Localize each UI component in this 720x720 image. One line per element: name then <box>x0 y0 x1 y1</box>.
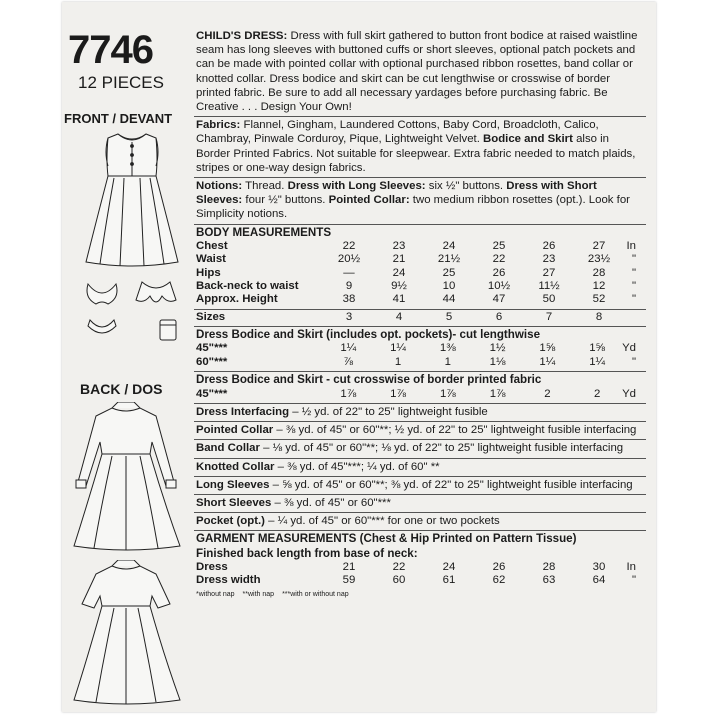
row-value: 21 <box>392 253 406 266</box>
front-label: FRONT / DEVANT <box>64 111 173 126</box>
row-value: 38 <box>342 293 356 306</box>
row-value: 23½ <box>587 253 611 266</box>
yardage-item-text: – ⅜ yd. of 45" or 60"**; ½ yd. of 22" to 25" lightweight fusible interfacing <box>273 424 637 437</box>
row-unit: Yd <box>622 342 636 355</box>
yardage-item-label: Short Sleeves <box>196 496 272 509</box>
fabrics-label: Fabrics: <box>196 119 241 132</box>
body-measurements-title: BODY MEASUREMENTS <box>196 225 332 239</box>
table-row <box>196 388 646 401</box>
row-value: 22 <box>392 560 406 573</box>
row-value: 26 <box>492 560 506 573</box>
yardage-item-label: Pocket (opt.) <box>196 515 265 528</box>
row-value: 21 <box>342 560 356 573</box>
fabrics-bold-2: Bodice and Skirt <box>483 133 573 146</box>
yardage-item <box>194 513 646 531</box>
row-label: 45"*** <box>196 387 228 400</box>
fabrics-text-1: Flannel, Gingham, Laundered Cottons, Baby Cord, Broadcloth, Calico, Chambray, Pinwale Corduroy, Pique, Lightweight Velvet. <box>196 119 599 146</box>
row-value: 50 <box>542 293 556 306</box>
row-value: 1 <box>444 355 451 368</box>
row-value: 60 <box>392 574 406 587</box>
size-value: 5 <box>445 310 453 323</box>
row-value: 2 <box>593 387 601 400</box>
row-value: 59 <box>342 574 356 587</box>
fabrics-section <box>194 117 646 178</box>
row-value: 64 <box>592 574 606 587</box>
footnote: *without nap <box>196 590 235 598</box>
row-value: 47 <box>492 293 506 306</box>
row-value: 26 <box>542 239 556 252</box>
row-label: 45"*** <box>196 342 228 355</box>
yardage-item <box>194 404 646 422</box>
table-row <box>196 267 646 280</box>
description-text: Dress with full skirt gathered to button front bodice at raised waistline seam has long sleeves with buttoned cuffs or short sleeves, optional patch pockets and can be made with pointed collar with optional purchased ribbon rosettes, band collar or knotted collar. Dress bodice and skirt can be cut lengthwise or crosswise of border printed fabric. Be sure to add all necessary yardages before purchasing fabric. Be Creative . . . Design Your Own! <box>196 30 638 114</box>
row-value: 41 <box>392 293 406 306</box>
row-value: 28 <box>592 266 606 279</box>
sizes-table <box>196 311 646 324</box>
yardage-items <box>194 404 646 531</box>
row-label: Back-neck to waist <box>196 280 299 293</box>
row-value: 9½ <box>391 280 407 293</box>
sizes-label: Sizes <box>196 310 226 323</box>
row-value: 52 <box>592 293 606 306</box>
yardage-item-label: Band Collar <box>196 442 260 455</box>
row-unit: " <box>631 355 636 368</box>
row-value: 1¼ <box>340 342 357 355</box>
row-value: 1¼ <box>589 355 606 368</box>
table-row <box>196 574 646 587</box>
yardage-item-text: – ⅝ yd. of 45" or 60"**; ⅜ yd. of 22" to 25" lightweight fusible interfacing <box>269 478 633 491</box>
row-label: Chest <box>196 239 228 252</box>
row-value: 28 <box>542 560 556 573</box>
row-value: 1½ <box>489 342 506 355</box>
table-row <box>196 253 646 266</box>
row-value: 12 <box>592 280 606 293</box>
crosswise-title: Dress Bodice and Skirt - cut crosswise of border printed fabric <box>196 373 542 387</box>
row-value: 63 <box>542 574 556 587</box>
notions-b3: Pointed Collar: <box>328 194 410 207</box>
row-label: Dress width <box>196 574 261 587</box>
row-value: 1⅞ <box>390 387 406 400</box>
size-value: 3 <box>345 310 353 323</box>
row-value: 24 <box>392 266 406 279</box>
yardage-item <box>194 495 646 513</box>
yardage-item-text: – ¼ yd. of 45" or 60"*** for one or two pockets <box>264 515 500 528</box>
notions-t3: four ½" buttons. <box>245 194 326 207</box>
pattern-number: 7746 <box>68 28 153 72</box>
pattern-info <box>194 28 646 599</box>
size-value: 8 <box>595 310 603 323</box>
sizes-row <box>196 311 646 324</box>
row-value: 1⅞ <box>340 387 357 400</box>
row-unit: In <box>626 560 636 573</box>
notions-label: Notions: <box>196 180 243 193</box>
size-value: 4 <box>395 310 403 323</box>
table-row <box>196 293 646 306</box>
row-value: 1⅜ <box>439 342 456 355</box>
table-row <box>196 342 646 355</box>
crosswise-section <box>194 372 646 404</box>
garment-table <box>196 561 646 588</box>
row-value: 24 <box>442 560 456 573</box>
footnote: **with nap <box>242 590 275 598</box>
pieces-count: 12 PIECES <box>78 73 164 92</box>
row-value: 30 <box>592 560 606 573</box>
notions-b2: Dress with Short Sleeves: <box>196 180 597 207</box>
crosswise-table <box>196 388 646 401</box>
garment-subtitle: Finished back length from base of neck: <box>196 546 418 560</box>
row-value: 11½ <box>538 280 560 293</box>
row-value: 1 <box>394 355 402 368</box>
row-value: 23 <box>392 239 406 252</box>
garment-title: GARMENT MEASUREMENTS (Chest & Hip Printed on Pattern Tissue) <box>196 532 577 546</box>
sizes-spacer <box>624 311 646 324</box>
row-value: 10½ <box>487 280 511 293</box>
row-value: 61 <box>442 574 456 587</box>
back-long-sleeve-illustration <box>66 402 188 552</box>
row-unit: " <box>631 293 636 306</box>
body-measurements-table <box>196 240 646 307</box>
table-row <box>196 280 646 293</box>
row-value: 25 <box>492 239 506 252</box>
row-unit: In <box>626 239 636 252</box>
yardage-item <box>194 477 646 495</box>
row-value: — <box>343 266 355 279</box>
row-value: 22 <box>342 239 356 252</box>
yardage-item-text: – ⅛ yd. of 45" or 60"**; ⅛ yd. of 22" to 25" lightweight fusible interfacing <box>259 442 624 455</box>
row-value: 27 <box>542 266 556 279</box>
yardage-item-label: Pointed Collar <box>196 424 274 437</box>
row-value: 1⅝ <box>589 342 606 355</box>
yardage-item-text: – ⅜ yd. of 45" or 60"*** <box>271 496 391 509</box>
left-column <box>62 2 192 712</box>
description-section <box>194 28 646 117</box>
notions-section <box>194 178 646 225</box>
row-value: 20½ <box>337 253 361 266</box>
row-value: 22 <box>492 253 506 266</box>
size-value: 6 <box>495 310 503 323</box>
row-value: 21½ <box>437 253 461 266</box>
notions-t4: two medium ribbon rosettes (opt.). Look for Simplicity notions. <box>196 194 630 221</box>
yardage-item-text: – ⅜ yd. of 45"***; ¼ yd. of 60" ** <box>274 460 440 473</box>
lengthwise-table <box>196 342 646 369</box>
sizes-section <box>194 310 646 327</box>
row-value: 9 <box>345 280 353 293</box>
lengthwise-section <box>194 327 646 372</box>
row-value: 1¼ <box>390 342 406 355</box>
lengthwise-title: Dress Bodice and Skirt (includes opt. pockets)- cut lengthwise <box>196 328 541 342</box>
row-value: 1⅛ <box>489 355 506 368</box>
row-value: 24 <box>442 239 456 252</box>
row-value: 62 <box>492 574 506 587</box>
row-value: 1¼ <box>539 355 556 368</box>
row-unit: " <box>631 266 636 279</box>
row-unit: Yd <box>622 387 636 400</box>
yardage-item-label: Dress Interfacing <box>196 405 290 418</box>
footnotes <box>194 590 646 599</box>
row-value: 1⅝ <box>539 342 556 355</box>
row-value: 25 <box>442 266 456 279</box>
row-value: 1⅞ <box>439 387 456 400</box>
back-short-sleeve-illustration <box>66 560 188 706</box>
body-measurements-section <box>194 225 646 310</box>
yardage-item-label: Knotted Collar <box>196 460 275 473</box>
footnote: ***with or without nap <box>282 590 349 598</box>
row-value: 27 <box>592 239 606 252</box>
row-label: Dress <box>196 560 228 573</box>
front-dress-illustration <box>84 132 180 272</box>
back-label: BACK / DOS <box>80 381 163 397</box>
notions-b1: Dress with Long Sleeves: <box>287 180 426 193</box>
row-label: Approx. Height <box>196 293 278 306</box>
row-value: 10 <box>442 280 456 293</box>
size-value: 7 <box>545 310 553 323</box>
table-row <box>196 561 646 574</box>
row-value: 2 <box>544 387 551 400</box>
yardage-item <box>194 422 646 440</box>
row-unit: " <box>631 280 636 293</box>
row-label: Waist <box>196 253 226 266</box>
row-unit: " <box>631 574 636 587</box>
garment-measurements-section <box>194 531 646 589</box>
description-title: CHILD'S DRESS: <box>196 30 288 42</box>
pattern-envelope-back <box>62 2 656 712</box>
row-value: 26 <box>492 266 506 279</box>
yardage-item-text: – ½ yd. of 22" to 25" lightweight fusible <box>289 405 488 418</box>
collar-details-illustration <box>84 280 180 348</box>
row-label: Hips <box>196 266 221 279</box>
table-row <box>196 356 646 369</box>
row-value: 1⅞ <box>489 387 506 400</box>
yardage-item <box>194 459 646 477</box>
notions-t2: six ½" buttons. <box>428 180 504 193</box>
row-value: ⅞ <box>343 355 353 368</box>
yardage-item <box>194 440 646 458</box>
notions-t1: Thread. <box>245 180 285 193</box>
fabrics-text-2: also in Border Printed Fabrics. Not suitable for sleepwear. Extra fabric needed to match plaids, stripes or one-way design fabrics. <box>196 133 636 174</box>
table-row <box>196 240 646 253</box>
row-value: 44 <box>442 293 456 306</box>
row-value: 23 <box>542 253 556 266</box>
row-unit: " <box>631 253 636 266</box>
row-label: 60"*** <box>196 355 228 368</box>
yardage-item-label: Long Sleeves <box>196 478 270 491</box>
